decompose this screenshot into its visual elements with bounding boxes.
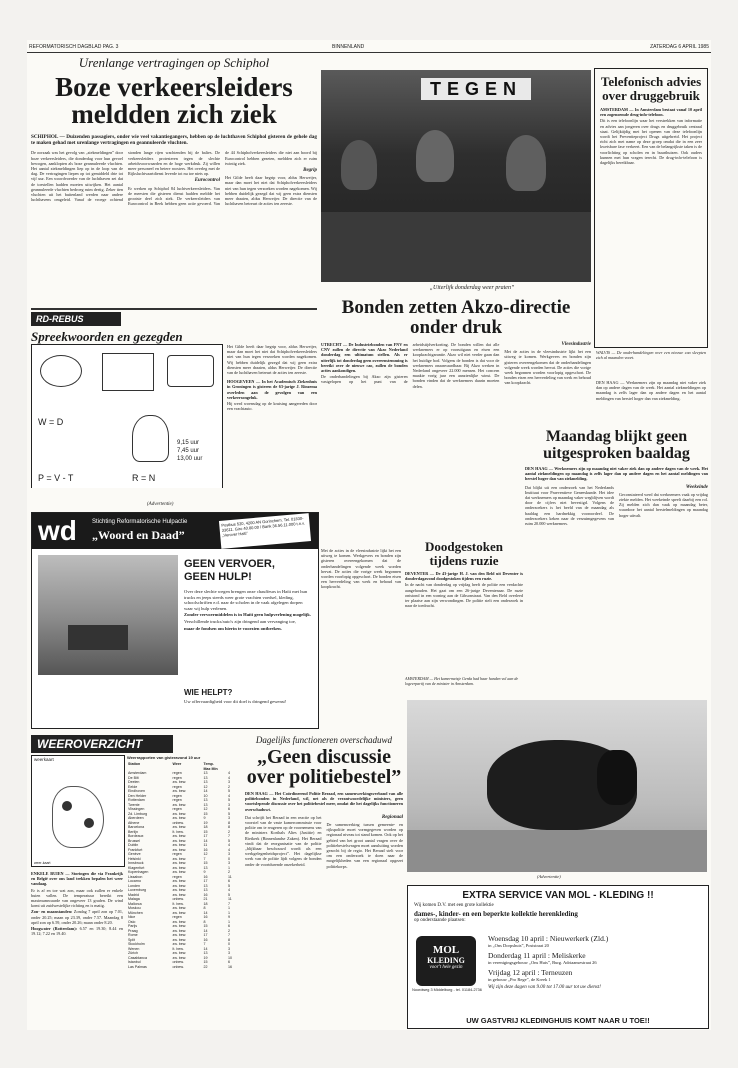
weather-station: Madrid — [128, 892, 139, 897]
weather-condition: zw. bew. — [172, 856, 187, 861]
header-section: BINNENLAND — [332, 44, 365, 50]
mol-place-2: in verenigingsgebouw „Ons Huis”, Burg. Adriaansestraat 26 — [488, 960, 597, 965]
weather-condition: zw. bew. — [172, 924, 187, 928]
wd-body: Over deze slechte wegen brengen onze chauffeurs in Haïti met hun trucks en jeeps steeds weer grote vrachten voedsel, kleding, schoolschriften e.d. naar de scholen in de vaak afgelegen dorpen waar wij hulp verlenen. Zonder vervoermiddelen is in Haïti geen hulpverlening mogelijk. Verschillende trucks/auto's zijn dringend aan vervanging toe, maar de fondsen om hierin te voorzien ontbreken. — [184, 589, 312, 631]
weather-station: Rotterdam — [128, 798, 145, 802]
drugs-body: AMSTERDAM — In Amsterdam bestaat vanaf 10 april een zogenoemde drug-info-telefoon. Dit is een telefoonlijn waar het verstrekken van informatie en advies aan jongeren over drugs en druggebruik centraal staat. Gelijktijdig met het openen van deze telefoonlijn wordt het Preventieproject Drugs uitgebreid. Het project richt zich met name op deze groep omdat die in een zeer kwetsbare fase verkeert. Een van de belangrijkste taken is de voorlichting op scholen en in buurthuizen. Ook ouders kunnen met hun vragen terecht. De drug-info-telefoon is dagelijks bereikbaar. — [600, 107, 702, 166]
weather-station: De Bilt — [128, 775, 139, 780]
weather-max: 12 — [203, 807, 208, 811]
weather-condition: zw. bew. — [172, 928, 187, 933]
weather-station: Athene — [128, 820, 140, 825]
schiphol-lead: SCHIPHOL — Duizenden passagiers, onder wie veel vakantiegangers, hebben op de luchthaven Schiphol gisteren de gehele dag te maken gehad met urenlange vertragingen en geannuleerde vluchten. — [31, 134, 317, 147]
weather-max: 19 — [203, 820, 208, 825]
weather-station: Helsinki — [128, 856, 141, 861]
weather-min: 3 — [228, 816, 231, 820]
schiphol-sub-begrip: Begrip — [303, 168, 317, 174]
weather-table-grid: Station Weer Temp. Max Min Amsterdam regen 13 4 De Bilt regen 13 4 Deelen zw. bew. 13 3 Eelde regen 12 2 Eindhoven zw. bew. 14 5 Den Helder regen 10 4 Rotterdam regen 13 5 Twente zw. bew. 13 3 Vlissingen regen 12 6 Zd. Limburg zw. bew. 15 5 Aberdeen zw. bew. 9 3 Athene onbew. 19 8 Barcelona zw. bew. 18 8 Berlijn lt. bew. 15 2 Bordeaux zw. bew. 17 7 Brussel zw. bew. 14 5 Dublin zw. bew. 11 4 Frankfurt zw. bew. 16 4 Genève regen 12 3 Helsinki zw. bew. 7 0 Innsbruck zw. bew. 15 3 Klagenfurt zw. bew. 13 1 Kopenhagen zw. bew. 9 2 Lissabon regen 16 11 Locarno zw. bew. 17 6 Londen zw. bew. 13 5 Luxemburg zw. bew. 13 4 Madrid zw. bew. 16 5 Malaga onbew. 21 11 Mallorca lt. bew. 18 7 Moskou zw. bew. 8 1 München zw. bew. 14 1 Nice regen 16 9 Oslo zw. bew. 8 1 Parijs zw. bew. 15 6 Praag zw. bew. 14 2 Rome zw. bew. 17 7 Split zw. bew. 16 8 Stockholm zw. bew. 7 0 Wenen lt. bew. 14 3 Zürich zw. bew. 13 3 Casablanca zw. bew. 19 10 Istanbul onbew. 15 6 Las Palmas onbew. 22 16 — [127, 762, 239, 969]
weather-min: 11 — [228, 874, 232, 879]
schiphol-headline: Boze verkeersleiders meldden zich ziek — [55, 72, 293, 129]
weather-text: ENKELE BUIEN — Storingen die via Frankrijk en België over ons land trekken bepalen het weer vandaag. Er is af en toe wat zon, maar ook zullen er enkele buien vallen. De temperatuur bereikt een maximumwaarde van ongeveer 13 graden. De wind komt uit zuidwestelijke richting en is matig. Zon- en maanstanden: Zondag 7 april zon op 7.01, onder 20.25; maan op 23.39, onder 7.57. Maandag 8 april zon op 6.59, onder 20.26; maan onder 8.20. Hoogwater (Rotterdam): 6.57 en 19.30; 8.44 en 19.12; 7.22 en 19.40. — [31, 871, 123, 937]
weather-condition: zw. bew. — [172, 883, 187, 888]
weather-max: 8 — [203, 906, 206, 910]
weather-station: Frankfurt — [128, 847, 143, 852]
photo-table — [321, 212, 591, 282]
rebus-times: 9,15 uur 7,45 uur 13,00 uur — [177, 440, 203, 462]
weather-min: 3 — [228, 802, 231, 807]
mol-place-1: in „Ons Dorpshuis”, Poststraat 20 — [488, 943, 549, 948]
photo-protest-meeting — [321, 70, 591, 282]
weather-condition: zw. bew. — [172, 861, 187, 865]
weather-condition: zw. bew. — [172, 942, 187, 946]
rebus-picture-bird — [167, 355, 214, 387]
weather-max: 16 — [203, 915, 208, 919]
weather-max: 14 — [203, 789, 208, 793]
weather-max: 10 — [203, 793, 208, 798]
weather-max: 9 — [203, 870, 206, 874]
weather-min: 0 — [228, 942, 231, 946]
rebus-picture-animal — [102, 353, 154, 391]
weather-condition: zw. bew. — [172, 811, 187, 816]
weather-max: 13 — [203, 951, 208, 955]
walvis-caption: WALVIS — De onderhandelingen over een nieuwe cao sleepten zich al maanden voort. — [596, 350, 706, 361]
politie-lead: DEN HAAG — Het Coördinerend Politie Beraad, een samenwerkingsverband van alle politiebonden in Nederland, wil, net als de verantwoordelijke ministers, geen voortslepende discussie over het politiebestel meer, omdat die het dagelijks functioneren overschaduwt. — [245, 791, 403, 812]
weather-row — [127, 965, 239, 970]
weather-station: Londen — [128, 883, 140, 888]
weather-condition: zw. bew. — [172, 838, 187, 843]
weather-min: 2 — [228, 870, 231, 874]
rebus-section — [31, 308, 317, 488]
weather-table-title: Weerrapporten van gisteravond 19 uur — [127, 755, 201, 760]
weather-min: 3 — [228, 852, 231, 856]
weather-station: Innsbruck — [128, 861, 144, 865]
ad-woord-en-daad — [31, 512, 319, 729]
weather-station: Den Helder — [128, 793, 147, 798]
rebus-picture-face — [132, 415, 169, 462]
weather-condition: onbew. — [172, 820, 184, 825]
weather-banner: WEEROVERZICHT — [31, 735, 173, 753]
rebus-label: RD-REBUS — [31, 312, 121, 326]
weather-max: 9 — [203, 816, 206, 820]
weather-station: Praag — [128, 928, 138, 933]
weather-condition: onbew. — [172, 960, 184, 964]
weather-station: Parijs — [128, 924, 137, 928]
weather-min: 10 — [228, 955, 233, 960]
weather-min: 5 — [228, 789, 231, 793]
weather-station: Nice — [128, 915, 136, 919]
schiphol-body: De oorzaak was het gevolg van „ziekmeldingen” door boze verkeersleiders, die donderdag voor hun gevoel bewogen, aanklopten als boze geannuleerde vluchten. Het aantal ziekmeldingen liep op in de loop van de dag. De vertragingen liepen op tot gemiddeld drie tot vijf uur. Een woordvoerder van de luchthaven zei dat de toestellen hadden moeten uitwijken. Het aantal geannuleerde vluchten bedroeg ruim dertig. Zeker tien vluchten uit het buitenland werden naar andere luchthavens omgeleid. Vanaf de vroege ochtend stonden lange rijen wachtenden bij de balies. De verkeersleiders protesteren tegen de slechte arbeidsvoorwaarden en de hoge werkdruk. Zij willen meer personeel en betere roosters. Het overleg met de Rijksluchtvaartdienst leverde tot nu toe niets op. Eurocontrol Er werken op Schiphol 84 luchtverkeersleiders. Van de meesten die gisteren dienst hadden meldde het grootste deel zich ziek. De verkeersleiders van Eurocontrol in Beek hebben geen actie gevoerd. Van de 44 Schipholverkeersleiders die niet aan boord bij Eurocontrol hebben gezeten, meldden zich er ruim twintig ziek. Begrip Het Gilde heeft daar begrip voor, aldus Herweijer, maar dan moet het niet dat Schipholverkeersleiders niet van hun tegen verzoeken worden nagekomen. Wij hebben duidelijk gezegd dat wij geen extra diensten meer draaien, aldus Herweijer. De directie van de luchthaven betreurt de acties ten zeerste. — [31, 150, 317, 207]
weather-max: 8 — [203, 919, 206, 924]
weather-min: 4 — [228, 793, 231, 798]
weather-max: 17 — [203, 834, 208, 838]
weather-condition: lt. bew. — [172, 901, 184, 906]
advertentie-label: (Advertentie) — [147, 502, 174, 507]
photo-ground — [407, 830, 707, 872]
weather-min: 11 — [228, 897, 232, 901]
wd-logo: wd — [38, 515, 77, 546]
weather-max: 13 — [203, 802, 208, 807]
weather-condition: zw. bew. — [172, 843, 187, 847]
weather-min: 0 — [228, 856, 231, 861]
mol-place-3: in gebouw „Pro Rege”, de Kreek 1 — [488, 977, 551, 982]
sheep-caption: (Advertentie) — [537, 874, 561, 879]
rebus-formula-3: R = N — [132, 473, 156, 483]
weather-min: 6 — [228, 807, 231, 811]
weather-max: 12 — [203, 852, 208, 856]
weather-station: Bordeaux — [128, 834, 144, 838]
weather-condition: zw. bew. — [172, 865, 187, 870]
tilburg-brief: DEN HAAG — Werknemers zijn op maandag niet vaker ziek dan op andere dagen van de week. Het aantal ziekmeldingen op maandag is zelfs lager dan op andere dagen en het aantal meldingen van herstel hoger dan van ziekmelding. — [596, 380, 706, 401]
weather-condition: zw. bew. — [172, 789, 187, 793]
weather-min: 7 — [228, 933, 231, 937]
weather-max: 16 — [203, 937, 208, 942]
weather-min: 5 — [228, 798, 231, 802]
weather-min: 7 — [228, 834, 231, 838]
weather-station: Lissabon — [128, 874, 143, 879]
weather-max: 14 — [203, 910, 208, 915]
weather-station: Luxemburg — [128, 888, 146, 892]
wd-cta-body: Uw offervaardigheid voor dit doel is dringend gewenst! — [184, 699, 287, 704]
photo-person-3 — [506, 135, 546, 191]
weather-max: 13 — [203, 771, 208, 775]
weather-condition: regen — [172, 798, 182, 802]
sheep-head — [597, 750, 637, 805]
weather-station: Amsterdam — [128, 771, 147, 775]
politie-kicker: Dagelijks functioneren overschaduwd — [255, 735, 393, 745]
weather-condition: zw. bew. — [172, 937, 187, 942]
weather-station: Mallorca — [128, 901, 142, 906]
weather-station: Las Palmas — [128, 964, 147, 969]
weather-max: 15 — [203, 960, 208, 964]
weather-low-icon — [62, 801, 72, 811]
weather-condition: lt. bew. — [172, 829, 184, 834]
page-header — [27, 40, 711, 53]
politie-body: Dat schrijft het Beraad in een reactie op het voorstel van de vaste kamercommissie voor politie om te reageren op de voornemens van de ministers Korthals Altes (Justitie) en Rietkerk (Binnenlandse Zaken). Het Beraad vindt dat de reorganisatie van de politie „blijkbaar beschouwd wordt als een werkgelegenheidsproject”. Het dagelijkse werk van de politie lijdt volgens de bonden onder de voortdurende onzekerheid. Regionaal De samenwerking tussen gemeente- en rijkspolitie moet vormgegeven worden op regionaal niveau tot stand komen. Ook op het gebied van het groot aantal vragen over de politiebestelsvragen moet aansluiting worden gezocht bij de regio. Het Beraad stelt voor om een onderzoek te doen naar de mogelijkheden van een regionaal opgezet politiekorps. — [245, 814, 403, 869]
weather-max: 13 — [203, 780, 208, 784]
weather-station: Casablanca — [128, 955, 147, 960]
mol-headline: EXTRA SERVICE VAN MOL - KLEDING !! — [462, 890, 654, 901]
weather-max: 18 — [203, 825, 208, 829]
weather-station: Split — [128, 937, 135, 942]
weather-max: 16 — [203, 874, 208, 879]
weather-condition: regen — [172, 775, 182, 780]
rebus-picture-pot — [40, 355, 82, 387]
rebus-puzzle-grid — [31, 344, 223, 488]
weather-map-title: weerkaart — [34, 757, 54, 762]
weather-min: 4 — [228, 847, 231, 852]
mol-date-1: Woensdag 10 april : Nieuwerkerk (Zld.) — [488, 934, 609, 943]
wd-giro-stamp: Postbus 520, 4200 AN Gorinchem. Tel. 01830-33611. Giro 40.80.00 / Bank 36.56.11.000 t.n.v. „Verover Haiti” — [219, 513, 311, 549]
weather-max: 14 — [203, 928, 208, 933]
weather-max: 21 — [203, 897, 208, 901]
rebus-rule — [31, 308, 317, 310]
weather-max: 17 — [203, 879, 208, 883]
weather-station: Moskou — [128, 906, 141, 910]
weather-max: 15 — [203, 811, 208, 816]
weather-min: 1 — [228, 865, 231, 870]
weather-station: Dublin — [128, 843, 139, 847]
weather-station: Deelen — [128, 780, 140, 784]
article-politie — [245, 735, 403, 1025]
weather-station: München — [128, 910, 143, 915]
politie-sub: Regionaal — [381, 814, 403, 820]
akzo-headline: Bonden zetten Akzo-directie onder druk — [341, 298, 571, 338]
weather-table — [127, 755, 239, 1025]
weather-max: 7 — [203, 856, 206, 861]
weather-condition: zw. bew. — [172, 951, 187, 955]
weather-min: 1 — [228, 919, 231, 924]
weather-min: 4 — [228, 771, 231, 775]
header-date: ZATERDAG 6 APRIL 1985 — [650, 44, 709, 50]
weather-condition: zw. bew. — [172, 955, 187, 960]
weather-min: 4 — [228, 775, 231, 780]
weather-min: 4 — [228, 888, 231, 892]
weather-station: Vlissingen — [128, 807, 145, 811]
article-drugs — [594, 68, 708, 348]
weather-condition: zw. bew. — [172, 892, 187, 897]
weather-max: 13 — [203, 888, 208, 892]
mol-intro2: op onderstaande plaatsen: — [414, 918, 466, 923]
weather-station: Berlijn — [128, 829, 138, 834]
schiphol-sub-eurocontrol: Eurocontrol — [194, 178, 220, 184]
weather-station: Eelde — [128, 784, 138, 789]
mol-logo: MOL KLEDING voor't hele gezin — [416, 936, 476, 986]
mol-address: Noordweg 3 Middelburg - tel. 01184-2736 — [412, 988, 482, 992]
weather-min: 16 — [228, 964, 233, 969]
weather-station: Aberdeen — [128, 816, 144, 820]
weather-station: Barcelona — [128, 825, 145, 829]
weather-map-legend: weer-kaart — [34, 861, 51, 865]
weather-max: 15 — [203, 829, 208, 834]
weather-min: 3 — [228, 946, 231, 951]
weather-max: 15 — [203, 861, 208, 865]
weather-station: Stockholm — [128, 942, 145, 946]
photo-top-title: „Uiterlijk donderdag weer praten” — [429, 285, 515, 291]
weather-max: 11 — [203, 843, 208, 847]
wd-org-small: Stichting Reformatorische Hulpactie — [92, 519, 188, 525]
mol-dates — [488, 934, 703, 990]
article-schiphol — [31, 56, 317, 339]
weather-condition: lt. bew. — [172, 946, 184, 951]
weather-condition: zw. bew. — [172, 802, 187, 807]
photo-person-1 — [341, 140, 377, 190]
weather-rows — [127, 771, 239, 969]
wd-truck — [68, 625, 128, 650]
rebus-formula-2: P = V - T — [38, 473, 74, 483]
weather-condition: regen — [172, 807, 182, 811]
weather-map — [31, 755, 125, 867]
weather-station: Locarno — [128, 879, 141, 883]
rebus-formula-1: W = D — [38, 417, 64, 427]
politie-headline: „Geen discussie over politiebestel” — [246, 746, 402, 788]
doodgestoken-body: DEVENTER — De 43-jarige H. J. van den Beld uit Deventer is donderdagavond doodgestoken tijdens een ruzie. In de nacht van donderdag op vrijdag heeft de politie een verdachte aangehouden. Het gaat om een 26-jarige Deventenaar. De ruzie ontstond in een woning aan de Gibsonstraat. Van den Beld overleed ter plaatse aan zijn verwondingen. De politie stelt een onderzoek in naar de toedracht. — [405, 571, 523, 609]
mol-date-3: Vrijdag 12 april : Terneuzen — [488, 968, 573, 977]
weather-condition: regen — [172, 874, 182, 879]
weather-min: 8 — [228, 820, 231, 825]
weather-condition: zw. bew. — [172, 906, 187, 910]
weather-station: Twente — [128, 802, 140, 807]
weather-min: 5 — [228, 883, 231, 888]
weather-min: 5 — [228, 838, 231, 843]
weather-max: 15 — [203, 924, 208, 928]
weather-min: 3 — [228, 861, 231, 865]
weather-min: 1 — [228, 910, 231, 915]
weather-min: 8 — [228, 937, 231, 942]
weather-max: 22 — [203, 964, 208, 969]
mol-highlight: dames-, kinder- en een beperkte kollektie herenkleding — [414, 910, 578, 918]
mol-footer: UW GASTVRIJ KLEDINGHUIS KOMT NAAR U TOE!! — [466, 1016, 650, 1025]
header-paper-name: REFORMATORISCH DAGBLAD PAG. 3 — [29, 44, 119, 50]
weather-condition: zw. bew. — [172, 879, 187, 883]
akzo-continued: Met de acties in de vleesindustrie lijkt het een uitweg te komen. Werkgevers en bonden zijn gisteren overeengekomen dat de onderhandelingen volgende week worden hervat. De acties die vorige week begonnen worden voorlopig opgeschort. De bonden eisen een herverdeling van werk en behoud van koopkracht. — [321, 548, 401, 590]
weather-condition: zw. bew. — [172, 825, 187, 829]
weather-max: 18 — [203, 901, 208, 906]
weather-map-land — [52, 786, 104, 848]
weather-min: 5 — [228, 811, 231, 816]
weather-min: 7 — [228, 901, 231, 906]
weather-station: Istanbul — [128, 960, 141, 964]
wd-truck-photo — [38, 555, 178, 675]
weather-min: 2 — [228, 784, 231, 789]
weather-min: 2 — [228, 829, 231, 834]
mol-intro: Wij komen D.V. met een grote kollektie — [414, 903, 494, 908]
akzo-sub: Vleesindustrie — [561, 342, 591, 347]
weather-condition: zw. bew. — [172, 780, 187, 784]
weather-station: Oslo — [128, 919, 136, 924]
weather-max: 13 — [203, 775, 208, 780]
weather-station: Malaga — [128, 897, 140, 901]
weather-max: 14 — [203, 946, 208, 951]
spacer — [594, 395, 708, 405]
drugs-headline: Telefonisch advies over druggebruik — [600, 74, 702, 103]
weather-station: Eindhoven — [128, 789, 145, 793]
weather-condition: zw. bew. — [172, 834, 187, 838]
weather-station: Kopenhagen — [128, 870, 149, 874]
article-maandag — [525, 428, 708, 688]
weather-station: Zürich — [128, 951, 138, 955]
weather-condition: zw. bew. — [172, 888, 187, 892]
weather-min: 6 — [228, 960, 231, 964]
newspaper-page — [27, 40, 711, 1030]
maandag-headline: Maandag blijkt geen uitgesproken baaldag — [543, 428, 690, 462]
mol-date-2: Donderdag 11 april : Meliskerke — [488, 951, 586, 960]
weather-max: 13 — [203, 865, 208, 870]
weather-condition: regen — [172, 771, 182, 775]
weather-min: 6 — [228, 924, 231, 928]
weather-section — [31, 735, 241, 1025]
weather-condition: regen — [172, 784, 182, 789]
weather-station: Zd. Limburg — [128, 811, 148, 816]
wd-org-big: „Woord en Daad” — [92, 528, 185, 542]
photo-banner-sign: TEGEN — [421, 78, 531, 100]
weather-station: Genève — [128, 852, 141, 856]
weather-condition: zw. bew. — [172, 933, 187, 937]
weather-condition: onbew. — [172, 964, 184, 969]
weather-max: 7 — [203, 942, 206, 946]
weather-min: 5 — [228, 892, 231, 897]
article-doodgestoken — [405, 540, 523, 670]
weather-max: 12 — [203, 784, 208, 789]
weather-min: 1 — [228, 906, 231, 910]
weather-cloud-icon — [84, 818, 94, 828]
weather-condition: regen — [172, 915, 182, 919]
akzo-body: UTRECHT — De Industriebonden van FNV en CNV zullen de directie van Akzo Nederland donderdag een ultimatum stellen. Als er uiterlijk tot donderdag geen overeenstemming is bereikt over de nieuwe cao, zullen de bonden acties aankondigen. De onderhandelingen bij Akzo zijn gisteren vastgelopen op het punt van de arbeidstijdverkorting. De bonden willen dat alle werknemers er op vooruitgaan en eisen een koopkrachtgarantie. Akzo wil niet verder gaan dan het huidige bod. Volgens de bonden is dat voor de werknemers onaanvaardbaar. Bij Akzo werken in Nederland ongeveer 22.000 mensen. Het concern maakte vorig jaar een aanzienlijke winst. De bonden vinden dat de werknemers daarin moeten delen. Vleesindustrie Met de acties in de vleesindustrie lijkt het een uitweg te komen. Werkgevers en bonden zijn gisteren overeengekomen dat de onderhandelingen volgende week worden hervat. De acties die vorige week begonnen worden voorlopig opgeschort. De bonden eisen een herverdeling van werk en behoud van koopkracht. — [321, 342, 591, 389]
weather-max: 13 — [203, 883, 208, 888]
weather-max: 16 — [203, 892, 208, 897]
wd-cta: WIE HELPT? — [184, 688, 233, 697]
maandag-body: Dat blijkt uit een onderzoek van het Nederlands Instituut voor Praeventieve Geneeskunde. Het idee dat werknemers op maandag vaker wegblijven wordt door de cijfers niet bevestigd. Volgens de onderzoekers is het beeld van de maandag als baaldag een hardnekkig vooroordeel. De onderzoekers keken naar de verzuimgegevens van ruim 20.000 werknemers. Weekeinde Geconstateerd werd dat werknemers vaak op vrijdag ziekte melden. Het weekeinde speelt daarbij een rol. Zij melden zich dan vaak op maandag beter, waardoor het aantal herstelmeldingen op maandag hoger uitvalt. — [525, 484, 708, 527]
weather-station: Brussel — [128, 838, 140, 843]
weather-max: 16 — [203, 847, 208, 852]
weather-condition: zw. bew. — [172, 919, 187, 924]
weather-condition: regen — [172, 852, 182, 856]
weather-max: 17 — [203, 933, 208, 937]
wd-headline: GEEN VERVOER, GEEN HULP! — [184, 558, 275, 583]
maandag-sub: Weekeinde — [685, 484, 708, 490]
mol-hours: Wij zijn deze dagen van 9.00 tot 17.00 uur tot uw dienst! — [488, 985, 601, 990]
maandag-lead: DEN HAAG — Werknemers zijn op maandag niet vaker ziek dan op andere dagen van de week. Het aantal ziekmeldingen op maandag is zelfs lager dan op andere dagen en het aantal meldingen van herstel hoger dan van ziekmelding. — [525, 466, 708, 482]
doodgestoken-caption: AMSTERDAM — Het kamermeisje Gerda had haar handen vol aan de logeerpartij van de minister in Amsterdam. — [405, 676, 519, 686]
weather-min: 8 — [228, 825, 231, 829]
weather-condition: zw. bew. — [172, 816, 187, 820]
weather-min: 9 — [228, 915, 231, 919]
weather-min: 6 — [228, 879, 231, 883]
hoogeveen-article: Het Gilde heeft daar begrip voor, aldus Herweijer, maar dan moet het niet dat Schipholverkeersleiders niet van hun tegen verzoeken worden nagekomen. Wij hebben duidelijk gezegd dat wij geen extra diensten meer draaien, aldus Herweijer. De directie van de luchthaven betreurt de acties ten zeerste. HOOGEVEEN — In het Academisch Ziekenhuis in Groningen is gisteren de 63-jarige J. Rinzema overleden aan de gevolgen van een verkeersongeluk. Hij werd woensdag op de kruising aangereden door een vrachtauto. — [227, 344, 317, 412]
photo-person-2 — [416, 130, 454, 182]
weather-station: Klagenfurt — [128, 865, 145, 870]
schiphol-kicker: Urenlange vertragingen op Schiphol — [78, 56, 270, 70]
photo-sheep — [407, 700, 707, 872]
weather-min: 3 — [228, 780, 231, 784]
weather-min: 3 — [228, 951, 231, 955]
weather-station: Rome — [128, 933, 138, 937]
weather-condition: regen — [172, 793, 182, 798]
weather-condition: zw. bew. — [172, 847, 187, 852]
doodgestoken-headline: Doodgestoken tijdens ruzie — [424, 540, 503, 568]
weather-max: 14 — [203, 838, 208, 843]
weather-condition: onbew. — [172, 897, 184, 901]
weather-min: 2 — [228, 928, 231, 933]
weather-min: 4 — [228, 843, 231, 847]
weather-station: Wenen — [128, 946, 140, 951]
weather-max: 19 — [203, 955, 208, 960]
weather-condition: zw. bew. — [172, 870, 187, 874]
weather-condition: zw. bew. — [172, 910, 187, 915]
weather-max: 13 — [203, 798, 208, 802]
ad-mol-kleding — [407, 885, 709, 1029]
rebus-title: Spreekwoorden en gezegden — [31, 329, 183, 344]
